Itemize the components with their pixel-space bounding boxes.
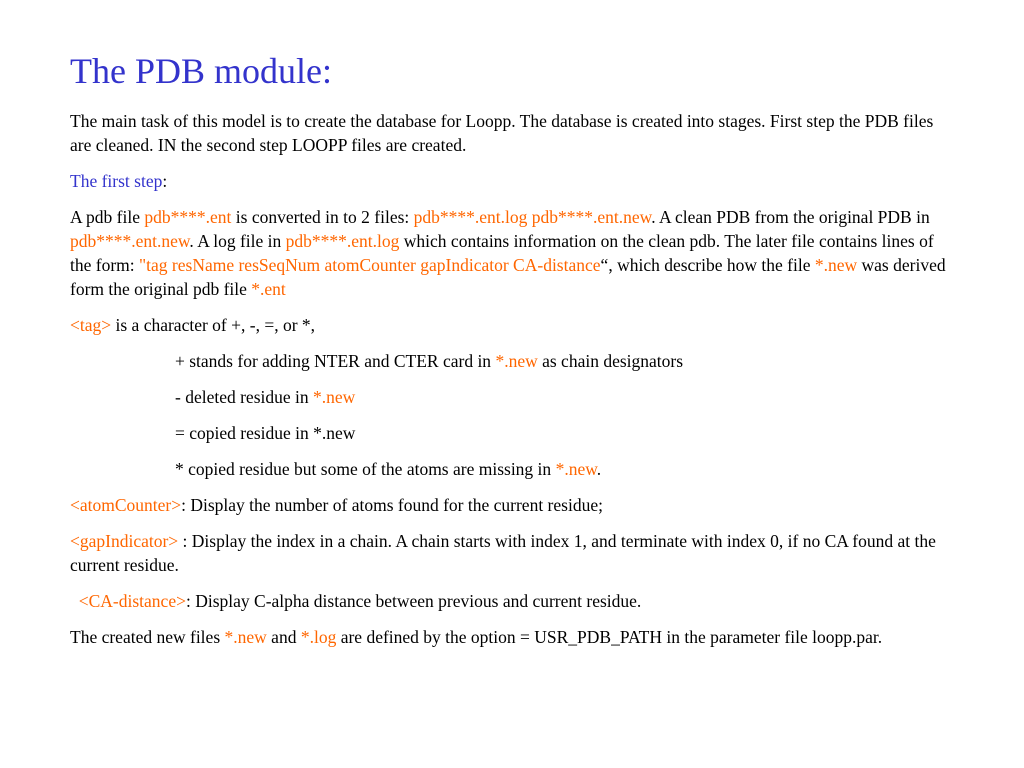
tag-item-highlight: *.new [555, 458, 597, 479]
tag-item [70, 457, 954, 481]
atom-counter-definition [70, 493, 954, 517]
intro-paragraph: The main task of this model is to create the database for Loopp. The database is created into stages. First step the PDB files are cleaned. IN the second step LOOPP files are created. [70, 110, 934, 155]
gap-indicator-keyword: <gapIndicator> [70, 530, 179, 551]
text-segment: and [266, 626, 301, 647]
text-segment: is converted in to 2 files: [231, 206, 414, 227]
text-segment: “, which describe how the file [600, 254, 815, 275]
slide-title: The PDB module: [70, 51, 332, 91]
tag-item-text: + stands for adding NTER and CTER card in [175, 350, 496, 371]
filename-highlight: pdb****.ent.new [70, 230, 190, 251]
filename-highlight: pdb****.ent.new [531, 206, 652, 227]
filename-highlight: pdb****.ent [144, 206, 232, 227]
filename-highlight: *.log [300, 626, 337, 647]
ca-distance-definition [70, 589, 954, 613]
atom-counter-description: : Display the number of atoms found for the current residue; [181, 494, 603, 515]
filename-highlight: *.new [224, 626, 267, 647]
filename-highlight: *.ent [251, 278, 286, 299]
text-segment: The created new files [70, 626, 225, 647]
tag-item-text: = copied residue in *.new [175, 422, 356, 443]
first-step-paragraph [70, 205, 954, 301]
first-step-label: The first step [70, 170, 163, 191]
filename-highlight: *.new [814, 254, 858, 275]
filename-highlight: pdb****.ent.log [413, 206, 528, 227]
tag-item-highlight: *.new [313, 386, 356, 407]
tag-keyword: <tag> [70, 314, 112, 335]
text-segment: A pdb file [70, 206, 145, 227]
first-step-colon: : [162, 170, 168, 191]
ca-distance-description: : Display C-alpha distance between previous and current residue. [185, 590, 642, 611]
line-format-highlight: "tag resName resSeqNum atomCounter gapIndicator CA-distance [139, 254, 601, 275]
atom-counter-keyword: <atomCounter> [70, 494, 182, 515]
text-segment: . A log file in [189, 230, 286, 251]
text-segment: are defined by the option = USR_PDB_PATH in the parameter file loopp.par. [336, 626, 883, 647]
tag-item-text: . [596, 458, 602, 479]
tag-description: is a character of +, -, =, or *, [111, 314, 316, 335]
closing-paragraph [70, 625, 954, 649]
ca-distance-lead [70, 591, 79, 611]
text-segment: . A clean PDB from the original PDB in [651, 206, 930, 227]
filename-highlight: pdb****.ent.log [285, 230, 400, 251]
tag-item-text: * copied residue but some of the atoms are missing in [175, 458, 556, 479]
first-step-heading [70, 169, 954, 193]
text-segment: which contains information on the clean pdb. The later file contains lines of the form: [70, 230, 934, 275]
text-segment: was derived form the original pdb file [70, 254, 946, 299]
gap-indicator-description: : Display the index in a chain. A chain starts with index 1, and terminate with index 0, if no CA found at the current residue. [70, 530, 936, 575]
tag-item [70, 349, 954, 373]
tag-item-highlight: *.new [495, 350, 538, 371]
ca-distance-keyword: <CA-distance> [78, 590, 186, 611]
tag-definition [70, 313, 954, 337]
tag-item [70, 385, 954, 409]
tag-item-text: - deleted residue in [175, 386, 314, 407]
tag-item [70, 421, 954, 445]
tag-item-text: as chain designators [537, 350, 684, 371]
gap-indicator-definition [70, 529, 954, 577]
